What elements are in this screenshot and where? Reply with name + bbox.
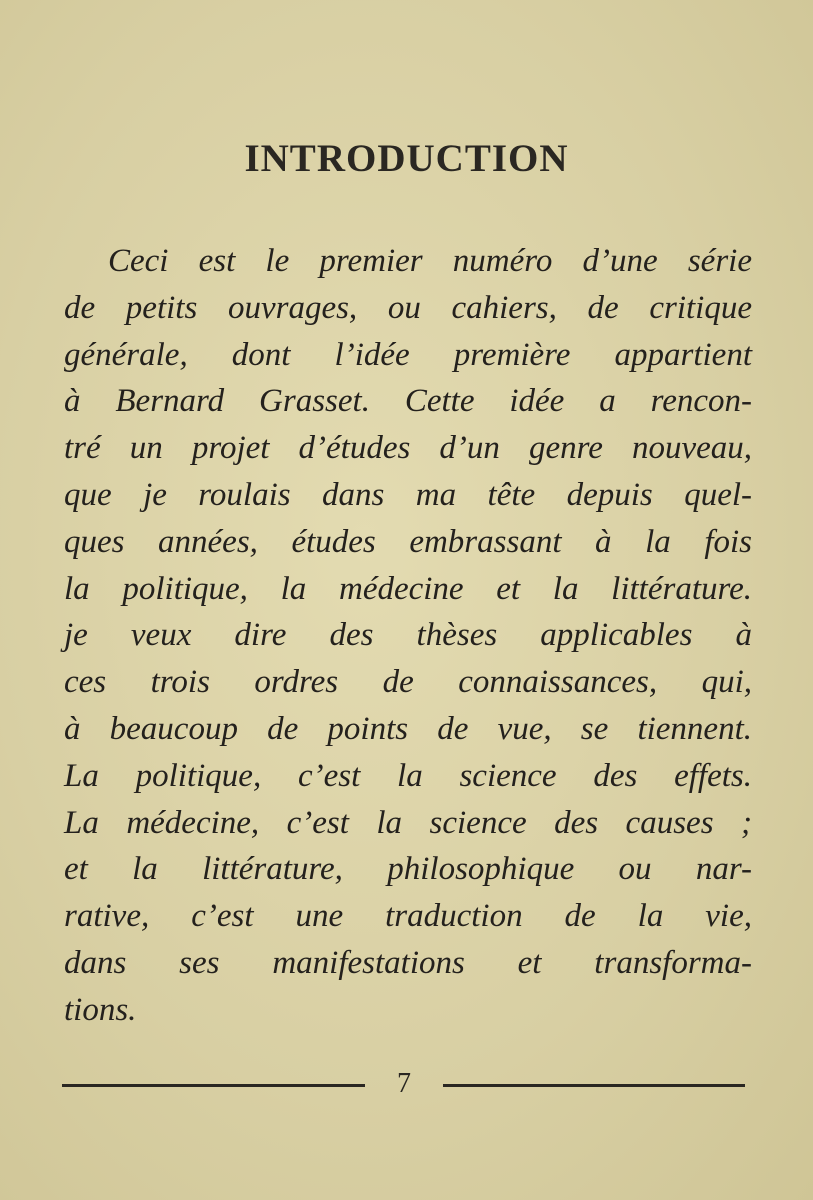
- chapter-title: INTRODUCTION: [244, 137, 569, 180]
- text-line: générale, dont l’idée première appartient: [64, 336, 752, 373]
- text-line: de petits ouvrages, ou cahiers, de critique: [64, 289, 752, 326]
- text-line: je veux dire des thèses applicables à: [64, 617, 752, 654]
- text-line: ques années, études embrassant à la fois: [64, 523, 752, 560]
- text-line: dans ses manifestations et transforma-: [64, 944, 752, 981]
- text-line: La médecine, c’est la science des causes ;: [64, 804, 752, 841]
- text-line: à beaucoup de points de vue, se tiennent.: [64, 710, 752, 747]
- text-line: La politique, c’est la science des effets.: [64, 757, 752, 794]
- text-line: ces trois ordres de connaissances, qui,: [64, 664, 752, 701]
- text-line: à Bernard Grasset. Cette idée a rencon-: [64, 383, 752, 420]
- text-line: Ceci est le premier numéro d’une série: [108, 243, 752, 279]
- text-line: et la littérature, philosophique ou nar-: [64, 851, 752, 888]
- page-number: 7: [397, 1068, 411, 1099]
- text-line: rative, c’est une traduction de la vie,: [64, 898, 752, 935]
- footer-rule-right: [443, 1084, 745, 1087]
- footer-rule-left: [62, 1084, 365, 1087]
- text-line: la politique, la médecine et la littérature.: [64, 570, 752, 607]
- text-line: que je roulais dans ma tête depuis quel-: [64, 476, 752, 513]
- text-line: tions.: [64, 991, 137, 1028]
- page-footer: [62, 1068, 745, 1110]
- body-paragraph: [64, 238, 752, 1034]
- text-line: tré un projet d’études d’un genre nouveau,: [64, 430, 752, 467]
